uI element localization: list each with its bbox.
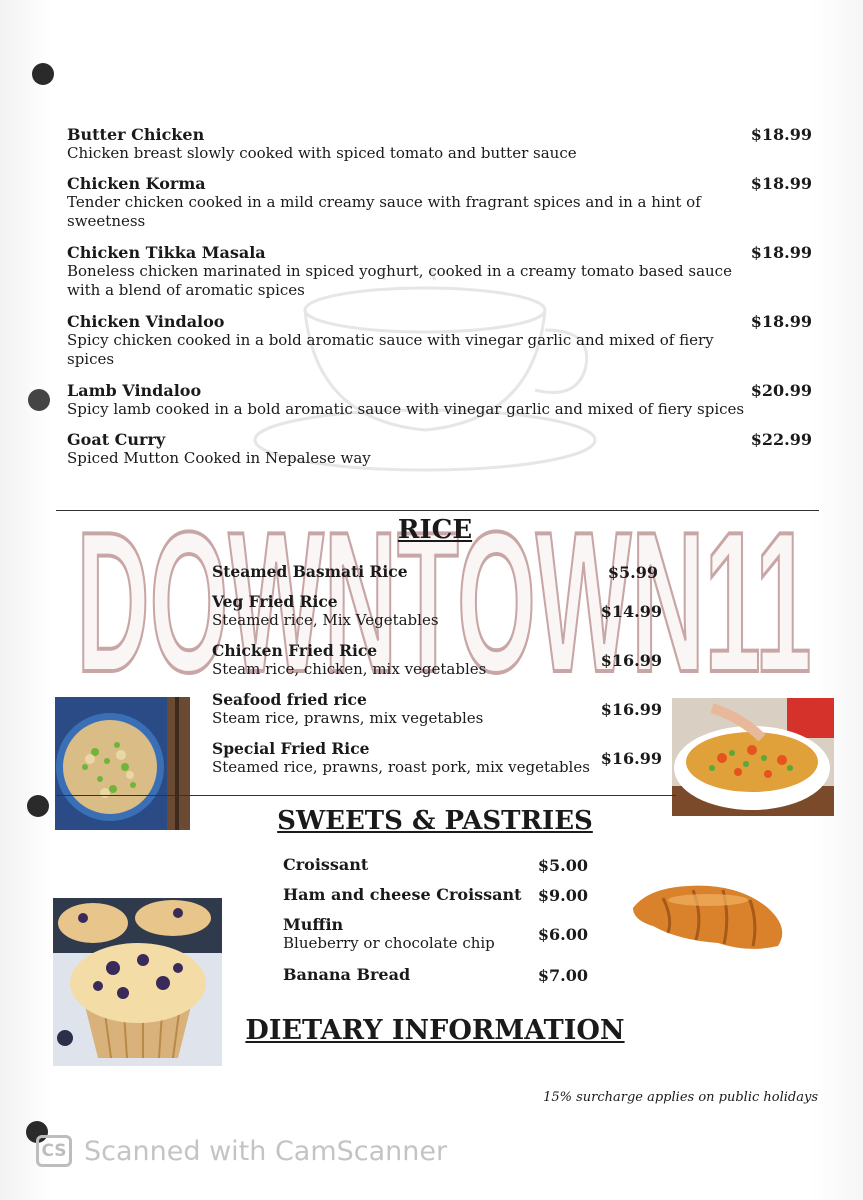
item-price: $16.99 bbox=[600, 651, 662, 670]
camscanner-watermark bbox=[36, 1133, 447, 1169]
menu-item-veg-fried-rice bbox=[212, 592, 662, 630]
item-name: Steamed Basmati Rice bbox=[212, 562, 408, 581]
item-name: Veg Fried Rice bbox=[212, 592, 338, 611]
item-name: Lamb Vindaloo bbox=[67, 381, 202, 400]
surcharge-note: 15% surcharge applies on public holidays bbox=[543, 1090, 818, 1105]
item-price: $22.99 bbox=[750, 430, 812, 449]
menu-item-chicken-tikka-masala bbox=[67, 243, 812, 300]
item-description: Spicy lamb cooked in a bold aromatic sauce with vinegar garlic and mixed of fiery spices bbox=[67, 400, 745, 418]
item-description: Chicken breast slowly cooked with spiced tomato and butter sauce bbox=[67, 144, 577, 162]
menu-item-banana-bread bbox=[283, 965, 588, 984]
item-price: $16.99 bbox=[600, 700, 662, 719]
item-name: Banana Bread bbox=[283, 965, 411, 984]
item-description: Steam rice, prawns, mix vegetables bbox=[212, 709, 484, 727]
menu-item-lamb-vindaloo bbox=[67, 381, 812, 419]
item-description: Blueberry or chocolate chip bbox=[283, 934, 495, 952]
menu-item-ham-cheese-croissant bbox=[283, 885, 588, 904]
menu-item-muffin bbox=[283, 915, 588, 953]
item-price: $5.00 bbox=[537, 856, 588, 875]
item-price: $5.99 bbox=[607, 563, 658, 582]
item-description: Spicy chicken cooked in a bold aromatic sauce with vinegar garlic and mixed of fiery spices bbox=[67, 331, 714, 368]
item-name: Butter Chicken bbox=[67, 125, 205, 144]
menu-item-goat-curry bbox=[67, 430, 812, 468]
item-name: Chicken Vindaloo bbox=[67, 312, 225, 331]
section-title-dietary: DIETARY INFORMATION bbox=[245, 1015, 625, 1046]
item-price: $16.99 bbox=[600, 749, 662, 768]
fried-rice-photo-right bbox=[672, 698, 834, 816]
item-price: $20.99 bbox=[750, 381, 812, 400]
item-price: $6.00 bbox=[537, 925, 588, 944]
section-divider bbox=[56, 510, 819, 511]
menu-item-steamed-basmati-rice bbox=[212, 562, 662, 581]
section-title-sweets: SWEETS & PASTRIES bbox=[277, 806, 593, 836]
item-description: Steamed rice, Mix Vegetables bbox=[212, 611, 439, 629]
croissant-photo bbox=[628, 878, 790, 956]
svg-text:DOWNTOWN11: DOWNTOWN11 bbox=[76, 513, 812, 683]
section-divider bbox=[56, 795, 676, 796]
menu-item-special-fried-rice bbox=[212, 739, 662, 777]
item-price: $9.00 bbox=[537, 886, 588, 905]
item-price: $18.99 bbox=[750, 125, 812, 144]
item-description: Spiced Mutton Cooked in Nepalese way bbox=[67, 449, 371, 467]
item-name: Seafood fried rice bbox=[212, 690, 367, 709]
menu-item-chicken-korma bbox=[67, 174, 812, 231]
punch-hole bbox=[32, 63, 54, 85]
item-name: Ham and cheese Croissant bbox=[283, 885, 522, 904]
item-price: $18.99 bbox=[750, 312, 812, 331]
item-price: $14.99 bbox=[600, 602, 662, 621]
punch-hole bbox=[28, 389, 50, 411]
menu-item-seafood-fried-rice bbox=[212, 690, 662, 728]
camscanner-text: Scanned with CamScanner bbox=[84, 1135, 448, 1167]
item-description: Steamed rice, prawns, roast pork, mix vegetables bbox=[212, 758, 590, 776]
section-title-rice: RICE bbox=[397, 515, 473, 545]
item-price: $18.99 bbox=[750, 243, 812, 262]
item-name: Chicken Korma bbox=[67, 174, 206, 193]
item-description: Steam rice, chicken, mix vegetables bbox=[212, 660, 487, 678]
item-description: Boneless chicken marinated in spiced yoghurt, cooked in a creamy tomato based sauce with a blend of aromatic spices bbox=[67, 262, 732, 299]
item-name: Muffin bbox=[283, 915, 344, 934]
item-price: $7.00 bbox=[537, 966, 588, 985]
item-price: $18.99 bbox=[750, 174, 812, 193]
muffin-photo bbox=[53, 898, 222, 1066]
item-name: Croissant bbox=[283, 855, 369, 874]
item-name: Chicken Tikka Masala bbox=[67, 243, 266, 262]
item-name: Goat Curry bbox=[67, 430, 166, 449]
fried-rice-photo-left bbox=[55, 697, 190, 830]
menu-item-chicken-vindaloo bbox=[67, 312, 812, 369]
item-name: Special Fried Rice bbox=[212, 739, 370, 758]
item-name: Chicken Fried Rice bbox=[212, 641, 378, 660]
punch-hole bbox=[27, 795, 49, 817]
item-description: Tender chicken cooked in a mild creamy sauce with fragrant spices and in a hint of sweetness bbox=[67, 193, 701, 230]
menu-item-chicken-fried-rice bbox=[212, 641, 662, 679]
camscanner-logo-icon: CS bbox=[36, 1135, 72, 1167]
menu-item-butter-chicken bbox=[67, 125, 812, 163]
menu-item-croissant bbox=[283, 855, 588, 874]
